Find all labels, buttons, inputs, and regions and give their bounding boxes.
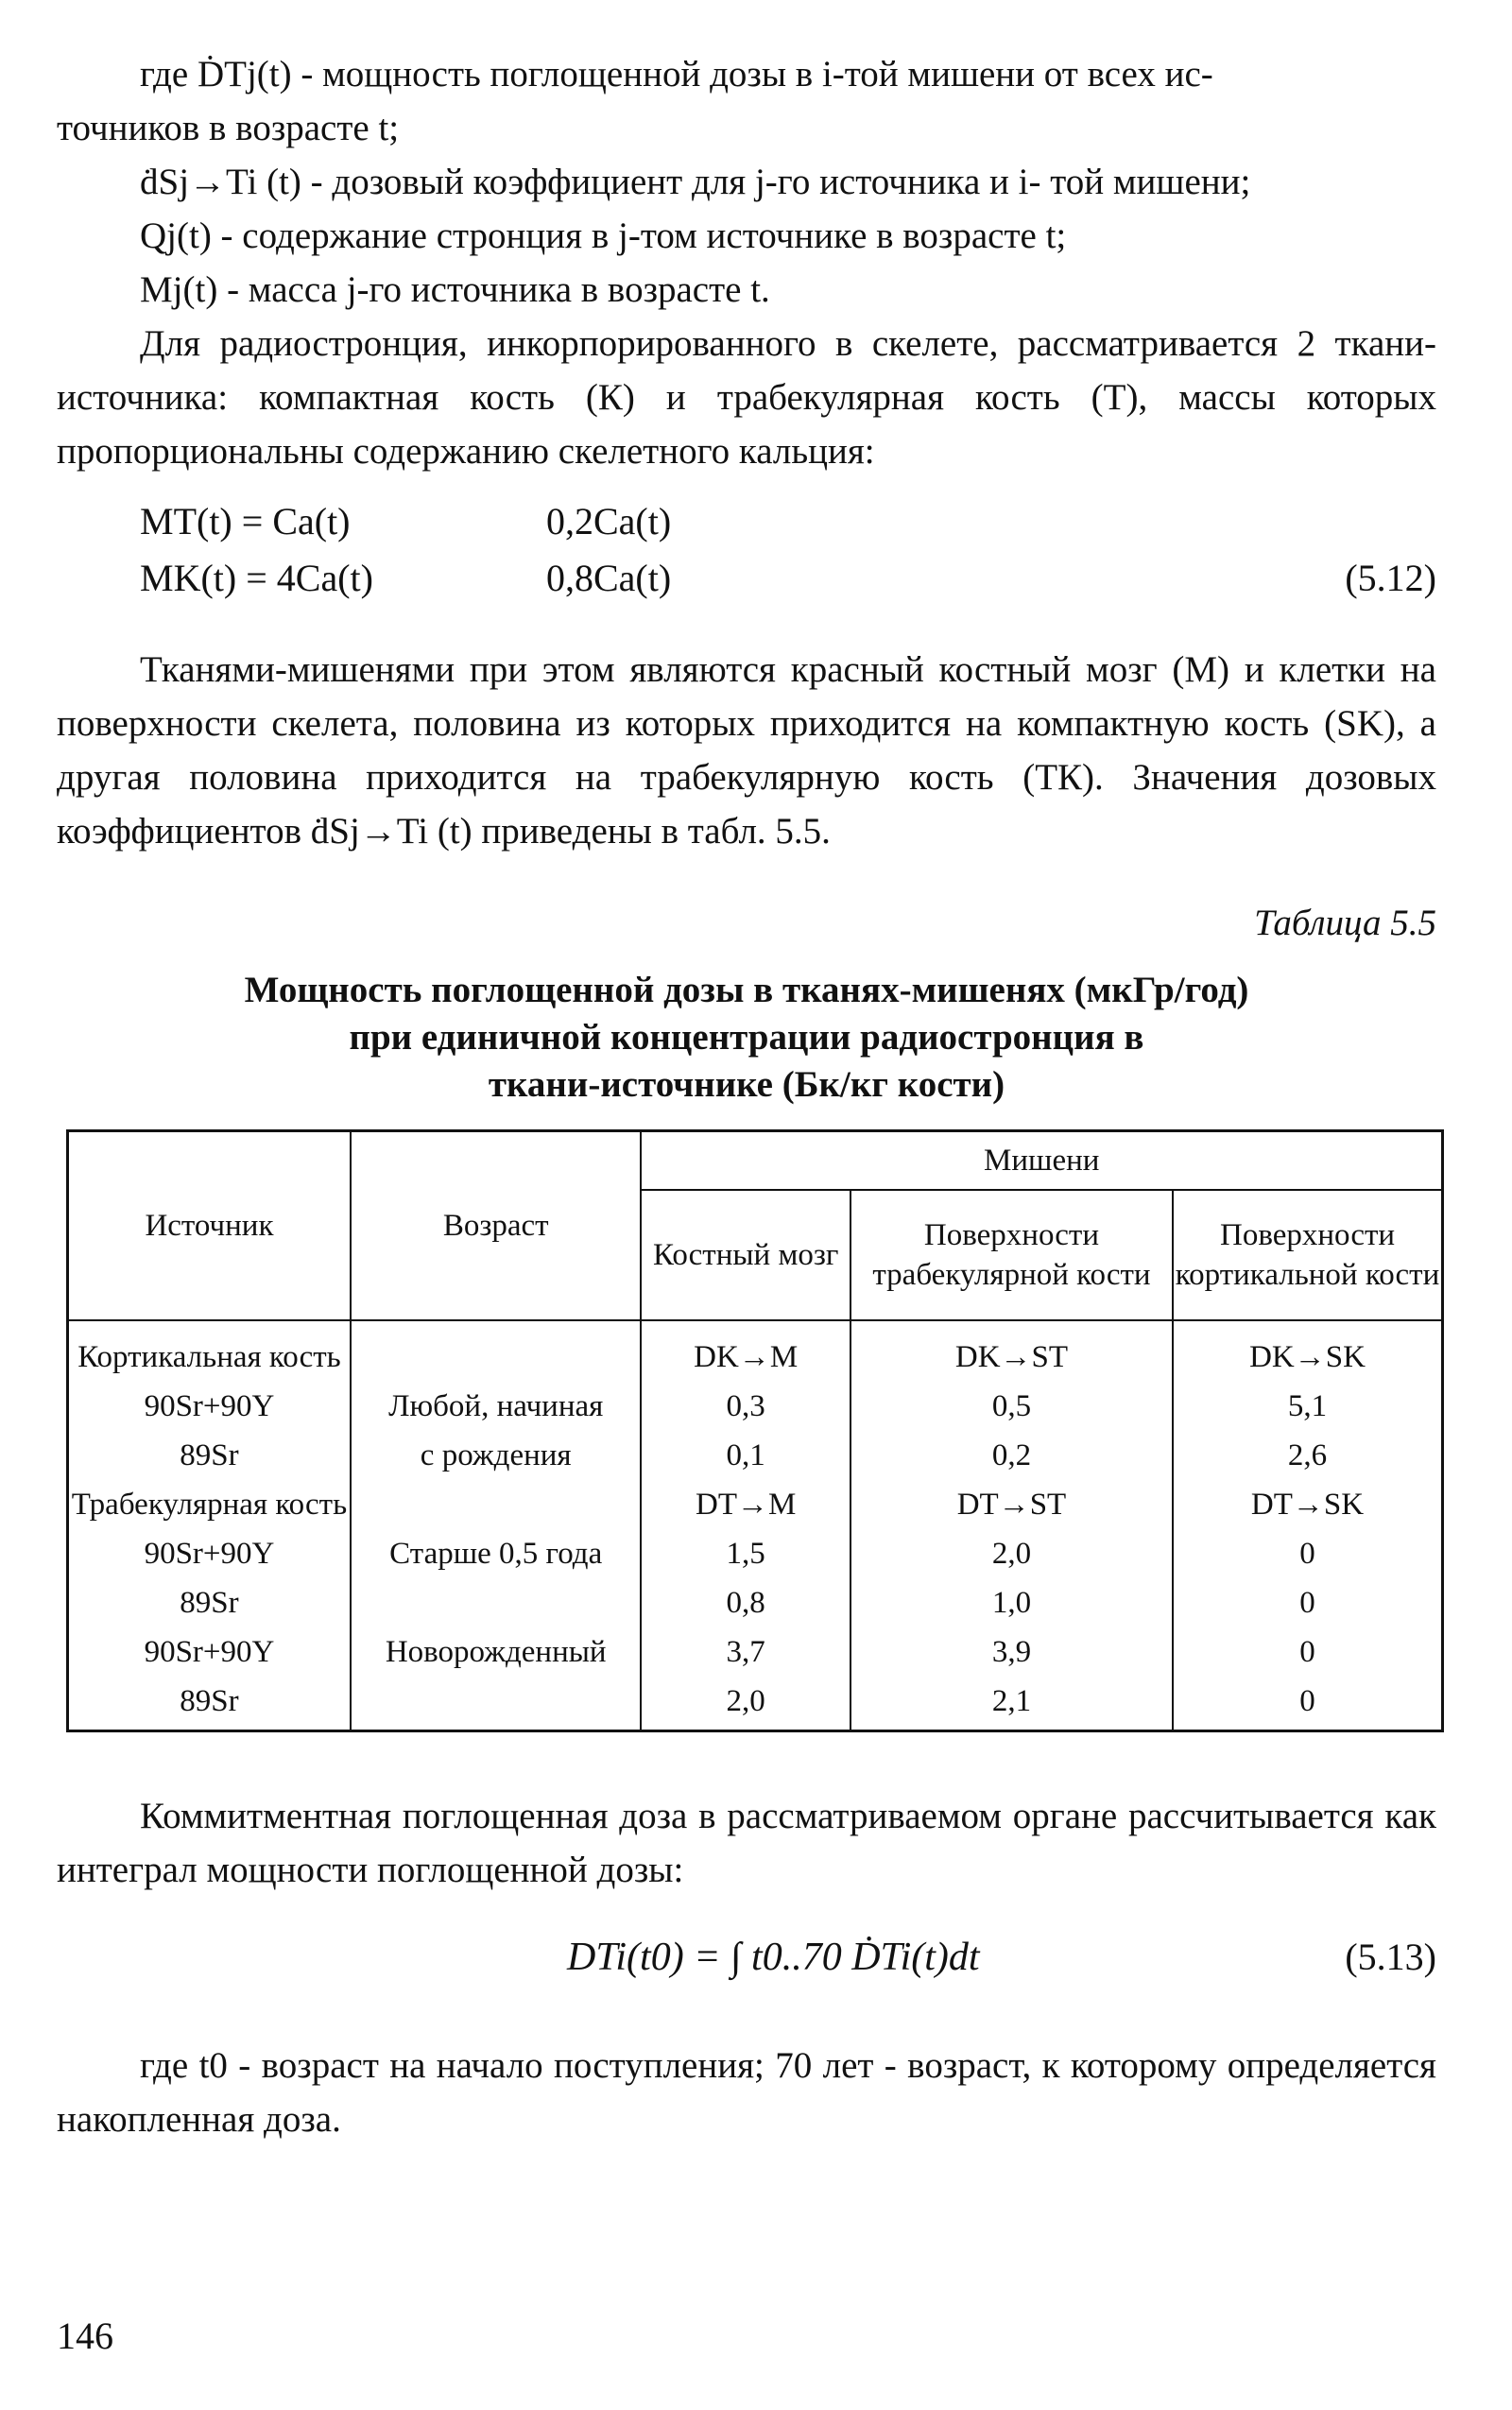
cell-trabecular: 0,5 xyxy=(850,1382,1173,1431)
header-targets: Мишени xyxy=(641,1131,1442,1191)
table-row xyxy=(68,1627,1443,1677)
mass-t-right: 0,2Ca(t) xyxy=(546,500,672,542)
header-bone-marrow: Костный мозг xyxy=(641,1190,850,1320)
cell-cortical: 5,1 xyxy=(1173,1382,1442,1431)
cell-cortical: DK→SK xyxy=(1173,1320,1442,1382)
table-title-line-3: ткани-источнике (Бк/кг кости) xyxy=(488,1064,1005,1105)
cell-source: 90Sr+90Y xyxy=(68,1627,351,1677)
cell-age xyxy=(351,1677,642,1731)
mass-equations xyxy=(57,499,1436,616)
cell-cortical: DT→SK xyxy=(1173,1480,1442,1529)
table-row xyxy=(68,1677,1443,1731)
formula-5-13 xyxy=(57,1906,1436,2029)
cell-age: Любой, начиная xyxy=(351,1382,642,1431)
definitions xyxy=(57,47,1436,317)
cell-trabecular: 2,1 xyxy=(850,1677,1173,1731)
page-content xyxy=(57,47,1440,2146)
table-row xyxy=(68,1320,1443,1382)
dose-table xyxy=(66,1129,1444,1732)
cell-trabecular: 2,0 xyxy=(850,1529,1173,1578)
header-age: Возраст xyxy=(351,1131,642,1321)
cell-source: Кортикальная кость xyxy=(68,1320,351,1382)
paragraph-targets: Тканями-мишенями при этом являются красный костный мозг (М) и клетки на поверхности скелета, половина из которых приходится на компактную кость (SK), а другая половина приходится на трабекулярную кость (ТК). Значения дозовых коэффициентов ḋSj→Ti (t) приведены в табл. 5.5. xyxy=(57,649,1436,852)
def-line-1: где ḊTj(t) - мощность поглощенной дозы в i-той мишени от всех ис- xyxy=(140,54,1213,95)
cell-source: 89Sr xyxy=(68,1677,351,1731)
cell-trabecular: DT→ST xyxy=(850,1480,1173,1529)
cell-marrow: 3,7 xyxy=(641,1627,850,1677)
paragraph-commitment: Коммитментная поглощенная доза в рассматриваемом органе рассчитывается как интеграл мощности поглощенной дозы: xyxy=(57,1796,1436,1890)
paragraph-t0: где t0 - возраст на начало поступления; 70 лет - возраст, к которому определяется накопленная доза. xyxy=(57,2045,1436,2140)
cell-source: 90Sr+90Y xyxy=(68,1529,351,1578)
cell-marrow: 0,3 xyxy=(641,1382,850,1431)
cell-cortical: 0 xyxy=(1173,1627,1442,1677)
table-row xyxy=(68,1480,1443,1529)
cell-marrow: 0,8 xyxy=(641,1578,850,1627)
mass-k-right: 0,8Ca(t) xyxy=(546,557,672,599)
cell-source: 90Sr+90Y xyxy=(68,1382,351,1431)
cell-marrow: 2,0 xyxy=(641,1677,850,1731)
def-line-3: ḋSj→Ti (t) - дозовый коэффициент для j-го источника и i- той мишени; xyxy=(140,162,1251,202)
mass-t-left: MT(t) = Ca(t) xyxy=(140,500,351,542)
table-row xyxy=(68,1431,1443,1480)
table-caption: Таблица 5.5 xyxy=(1254,903,1436,943)
header-trabecular-surface: Поверхности трабекулярной кости xyxy=(850,1190,1173,1320)
mass-k-left: MK(t) = 4Ca(t) xyxy=(140,557,373,599)
cell-cortical: 0 xyxy=(1173,1677,1442,1731)
cell-marrow: DK→M xyxy=(641,1320,850,1382)
formula-integral: DTi(t0) = ∫ t0..70 ḊTi(t)dt xyxy=(567,1936,980,1979)
cell-trabecular: DK→ST xyxy=(850,1320,1173,1382)
equation-number-5-13: (5.13) xyxy=(1345,1936,1436,1978)
cell-marrow: DT→M xyxy=(641,1480,850,1529)
paragraph-sources: Для радиостронция, инкорпорированного в скелете, рассматривается 2 ткани-источника: компактная кость (К) и трабекулярная кость (Т), массы которых пропорциональны содержанию скелетного кальция: xyxy=(57,323,1436,472)
cell-age xyxy=(351,1480,642,1529)
cell-age: Старше 0,5 года xyxy=(351,1529,642,1578)
table-row xyxy=(68,1578,1443,1627)
cell-source: 89Sr xyxy=(68,1578,351,1627)
cell-cortical: 0 xyxy=(1173,1529,1442,1578)
cell-cortical: 2,6 xyxy=(1173,1431,1442,1480)
def-line-5: Mj(t) - масса j-го источника в возрасте t. xyxy=(140,269,770,310)
header-cortical-surface: Поверхности кортикальной кости xyxy=(1173,1190,1442,1320)
equation-number-5-12: (5.12) xyxy=(1345,557,1436,599)
cell-age: с рождения xyxy=(351,1431,642,1480)
cell-trabecular: 0,2 xyxy=(850,1431,1173,1480)
table-title xyxy=(57,967,1436,1109)
cell-age xyxy=(351,1578,642,1627)
cell-age xyxy=(351,1320,642,1382)
cell-source: 89Sr xyxy=(68,1431,351,1480)
table-row xyxy=(68,1529,1443,1578)
table-title-line-2: при единичной концентрации радиостронция в xyxy=(349,1017,1144,1058)
cell-age: Новорожденный xyxy=(351,1627,642,1677)
header-source: Источник xyxy=(68,1131,351,1321)
page-number: 146 xyxy=(57,2315,113,2357)
table-title-line-1: Мощность поглощенной дозы в тканях-мишенях (мкГр/год) xyxy=(244,970,1249,1010)
cell-trabecular: 3,9 xyxy=(850,1627,1173,1677)
cell-marrow: 1,5 xyxy=(641,1529,850,1578)
cell-marrow: 0,1 xyxy=(641,1431,850,1480)
def-line-2: точников в возрасте t; xyxy=(57,108,400,148)
cell-source: Трабекулярная кость xyxy=(68,1480,351,1529)
def-line-4: Qj(t) - содержание стронция в j-том источнике в возрасте t; xyxy=(140,215,1067,256)
table-row xyxy=(68,1382,1443,1431)
cell-cortical: 0 xyxy=(1173,1578,1442,1627)
cell-trabecular: 1,0 xyxy=(850,1578,1173,1627)
